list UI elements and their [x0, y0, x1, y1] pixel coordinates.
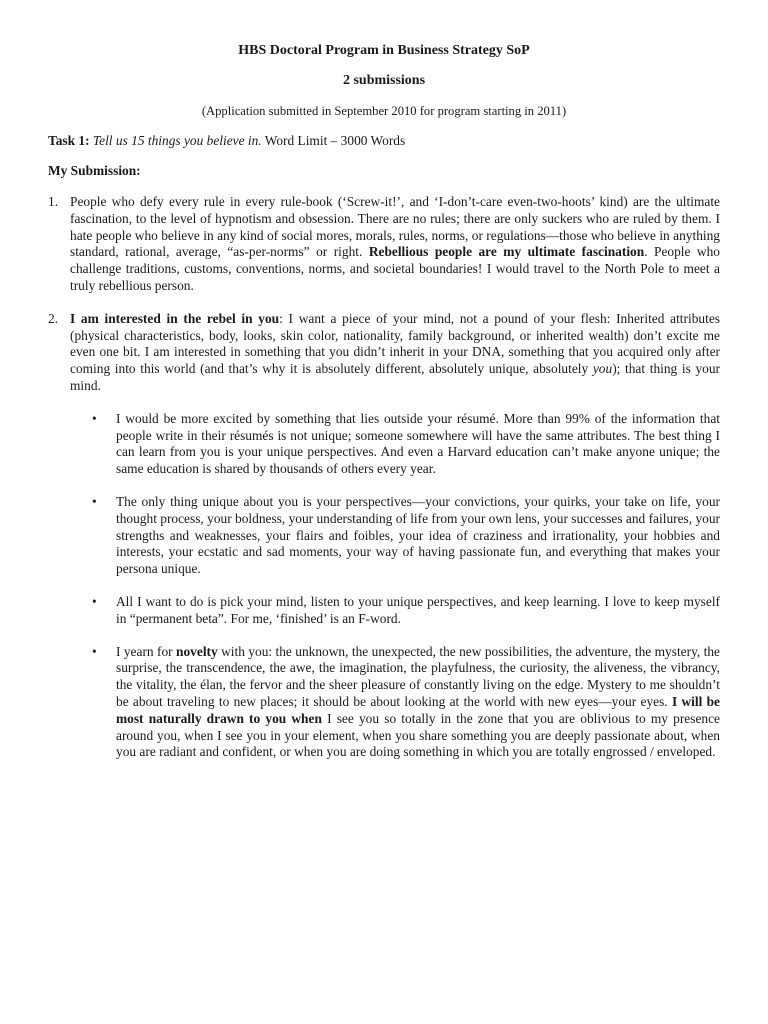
bullet-icon: • — [92, 493, 97, 509]
numbered-item-1 — [48, 194, 720, 295]
bullet-text-middle: with you: the unknown, the unexpected, the new possibilities, the adventure, the mystery, the surprise, the transcendence, the awe, the imagination, the playfulness, the curiosity, the aliveness, the vibrancy, the vitality, the élan, the fervor and the sheer pleasure of constantly living on the edge. Mystery to me shouldn’t be about traveling to new places; it should be about looking at the world with new eyes—your eyes. — [116, 643, 720, 709]
my-submission-heading: My Submission: — [48, 163, 141, 179]
numbered-item-2 — [48, 311, 720, 395]
bullet-icon: • — [92, 643, 97, 659]
bullet-bold-novelty: novelty — [176, 643, 218, 659]
word-limit: Word Limit – 3000 Words — [264, 133, 406, 149]
bullet-bold-drawn: I will be most naturally drawn to you when — [116, 693, 720, 726]
bullet-item-2 — [48, 494, 720, 578]
item-bold-text: I am interested in the rebel in you — [70, 310, 280, 326]
task-line — [48, 133, 720, 150]
bullet-icon: • — [92, 593, 97, 609]
item-text: People who defy every rule in every rule-book (‘Screw-it!’, and ‘I-don’t-care even-two-hoots’ kind) are the ultimate fascination, to the level of hypnotism and obsession. There are no rules; there are only suckers who are ruled by them. I hate people who believe in any kind of social mores, morals, rules, norms, or regulations—those who believe in anything standard, rational, average, “as-per-norms” or right. — [70, 193, 720, 260]
bullet-list — [48, 411, 720, 761]
item-text-end: . People who challenge traditions, customs, conventions, norms, and societal boundaries! I would travel to the North Pole to meet a truly rebellious person. — [70, 244, 720, 293]
application-note: (Application submitted in September 2010 for program starting in 2011) — [201, 103, 567, 118]
task-label: Task 1: — [48, 133, 90, 149]
task-prompt: Tell us 15 things you believe in. — [92, 133, 262, 149]
item-text-end: ); that thing is your mind. — [70, 361, 720, 393]
item-bold-text: Rebellious people are my ultimate fascination — [368, 244, 645, 260]
item-text: : I want a piece of your mind, not a pound of your flesh: Inherited attributes (physical characteristics, body, looks, skin color, nationality, family background, or inherited wealth) don’t excite me even one bit. I am interested in something that you didn’t inherit in your DNA, something that you acquired only after coming into this world (and that’s why it is absolutely different, absolutely unique, absolutely — [70, 310, 720, 377]
item-number: 2. — [48, 310, 59, 326]
bullet-item-3 — [48, 594, 720, 628]
submissions-heading: 2 submissions — [342, 72, 426, 88]
bullet-item-4 — [48, 644, 720, 762]
bullet-text: I would be more excited by something that lies outside your résumé. More than 99% of the information that people write in their résumés is not unique; someone somewhere will have the same attributes. The best thing I can learn from you is your unique perspectives. And even a Harvard education can’t make anyone unique; the same education is shared by thousands of others every year. — [116, 410, 720, 477]
item-italic-text: you — [592, 361, 613, 377]
bullet-text: All I want to do is pick your mind, listen to your unique perspectives, and keep learning. I love to keep myself in “permanent beta”. For me, ‘finished’ is an F-word. — [116, 593, 720, 626]
bullet-icon: • — [92, 410, 97, 426]
item-number: 1. — [48, 193, 59, 209]
bullet-text: The only thing unique about you is your perspectives—your convictions, your quirks, your take on life, your thought process, your boldness, your understanding of life from your own lens, your successes and failures, your strengths and weaknesses, your flairs and foibles, your idea of craziness and irrationality, your hobbies and interests, your ecstatic and sad moments, your way of having passionate fun, and everything that makes your persona unique. — [116, 493, 720, 577]
document-title: HBS Doctoral Program in Business Strategy SoP — [238, 43, 530, 58]
bullet-item-1 — [48, 411, 720, 478]
bullet-text-end: I see you so totally in the zone that you are oblivious to my presence around you, when I see you in your element, when you share something you are deeply passionate about, when you are radiant and confident, or when you are doing something in which you are totally engrossed / enveloped. — [116, 710, 720, 760]
bullet-text: I yearn for — [116, 643, 177, 659]
